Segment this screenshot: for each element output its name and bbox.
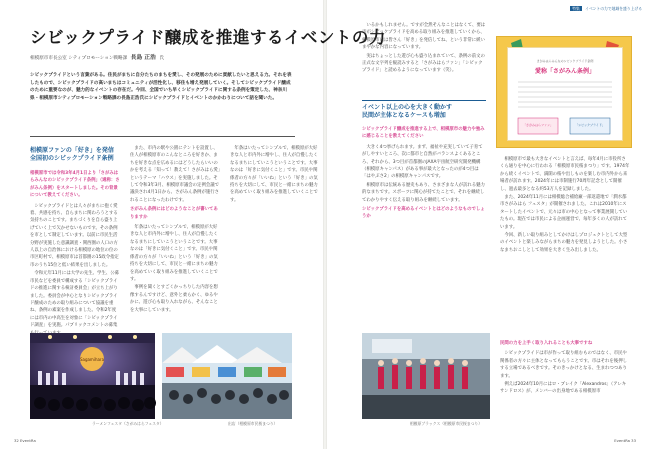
left-column — [30, 168, 120, 328]
ordinance-poster — [496, 36, 632, 148]
middle-question: さがみん条例にはどのようなことが書いてありますか — [130, 207, 218, 220]
page-gutter — [323, 0, 327, 449]
photo3-caption: 相模原ブラックス（相模原市民桜まつり） — [410, 421, 483, 426]
folio-right: EventRa 33 — [614, 438, 636, 443]
section1-heading-line2: 全国初のシビックプライド条例 — [30, 155, 114, 162]
far-right-paragraph-4: シビックプライドは市が作って取り組むものではなく、市民や関係者の方々に主体となってもらうことです。市はそれを後押しする立場であるべきです。そのきっかけとなる、生まれつつあります。 — [500, 351, 627, 379]
dancers-photo — [362, 333, 490, 419]
poster-note-1: 「さがみはらファン」 — [523, 123, 553, 127]
photo1-caption: ラーメンフェスタ（さがみはらフェスタ） — [92, 421, 164, 426]
header-tag: 特集 — [572, 6, 580, 11]
far-right-paragraph-1: 相模原市で最も大きなイベントと言えば、毎年4月に市役所さくら通りを中心に行われる「相模原市民桜まつり」です。1974年から続くイベントで、満開の桜や出しものを楽しむ市内外から来場者が訪れます。2024年には市制施行70周年記念として開催し、過去最多となる約53万人を記録しました。 — [500, 157, 630, 192]
section2-rule — [362, 100, 486, 101]
stage-sign-text: Sagamihara — [79, 357, 105, 362]
section2-heading-line2: 民間が主体となるケースも増加 — [362, 112, 446, 119]
stage-photo — [30, 333, 155, 419]
middle-column — [130, 145, 220, 328]
byline-suffix: 氏 — [159, 56, 164, 61]
middle-paragraph-1: また、市内の駅や公園にテントを設置し、住人が相模原市のこんなところを好きか、まちを好きな点を広めるにはどうしたらいいのかを考える「知って！教えて！さがみはら愛」というテーマ「ハウス」を実施しました。そして令和3年3月、相模原市議会の定例会議で議決され4月1日から、さがみん条例が施行されることになったわけです。 — [130, 146, 221, 203]
section1-heading — [30, 147, 120, 163]
right-paragraph-1: いるかもしれません。ですが全然そんなことはなくて、要は市がシビックプライドを高める取り組みを推進していくから、相模原市内は皆さん「好き」を発信してね、という非常に緩いまやかな内容になっています。 — [362, 23, 486, 51]
poster-inner — [507, 47, 623, 141]
right-column-1 — [362, 22, 486, 82]
byline-org: 相模原市市長公室 シティプロモーション戦略課 — [30, 56, 128, 61]
dancers-photo-svg — [362, 333, 490, 419]
article-title: シビックプライド醸成を推進するイベントの力 — [30, 28, 386, 47]
section2-heading-line1: イベント以上の心を大きく動かす — [362, 104, 453, 111]
third-column — [230, 145, 320, 328]
far-right-column-bottom — [500, 338, 630, 433]
far-right-question: 民間の力を上手く取り入れることも大事ですね — [500, 341, 593, 346]
lead-paragraph: シビックプライドという言葉がある。住民がまちに自分たちのまちを愛し、その発展のために貢献したいと思える力。それを表したもので、シビックプライドの高いまちはコミュニティが活性化し、移住も増え発展していく。そしてシビックプライド醸成のために重要なのが、魅力的なイベントの存在だ。今回、全国でいち早くシビックプライドに関する条例を策定した、神奈川県・相模原市シティプロモーション戦略課の長島正浩氏にシビックプライドとイベントのかかわりについて話を聞いた。 — [30, 73, 292, 101]
stalls-photo — [162, 333, 292, 419]
far-right-paragraph-2: また、2024年11月には相模総合補給廠一部返還地で「潤水都市さがみはら フェスタ」が開催されました。これは2010年にスタートしたイベントで、元々は市の中心となって事業展開していたもの。現在では市民による企画運営で、毎年多くの人が訪れています。 — [500, 195, 628, 230]
section2-paragraph-2: 相模原市は伝統ある歴史もあり、さまざまな人が訪れる魅力的なまちです。スポーツに関心が持てたことで、それを継続してわかりやすく伝える取り組みを継続しています。 — [362, 182, 485, 203]
section2-question-1: シビックプライド醸成を推進する上で、相模原市の魅力や強みに感じることを教えてください — [362, 127, 485, 140]
far-right-column-top — [500, 156, 630, 332]
poster-subtitle: さがみはらみんなのシビックプライド条例 — [536, 59, 594, 63]
far-right-paragraph-3: 今回、新しい取り組みとしてかけはしプロジェクトとして大型のイベントと楽しみながらまちの魅力を発見しようとした。小さなまちおこしとして効果を大きく生み出しました。 — [500, 233, 628, 253]
middle-paragraph-2: 年条はいたってシンプルで、相模原が大好きな人と市内外に増やし、住人が自慢したくなるまちにしていこうということです。大事なのは「好きに気付くこと」です。市民や関係者の方々が「いいね」という「好き」の気持ちを大切にして、市民と一緒にまちの魅力を高めていく取り組みを推進していくことです。 — [130, 225, 218, 282]
right-column-2 — [362, 124, 486, 324]
running-header — [570, 6, 642, 12]
stage-photo-svg — [30, 333, 155, 419]
section1-paragraph-2: 令和元年11月には大学の先生、学生、公募市民などを委員で構成する「シビックプライドの推進に関する検討委員会」が立ち上がりました。委員会が中心となりシビックプライド醸成のための取り組みについて協議を重ね、条例の素案を作成しました。令和2年度には市内の中高生を対象に「シビックプライド調査」を実施。パブリックコメントの募集 — [30, 271, 120, 329]
section2-heading — [362, 104, 486, 120]
middle-paragraph-3: 事例を聞くとすごくかっちりした内容を想像するんですけど、意外と柔らかく、ゆるやかに、遊び心も取り入れながら、そんなことを大事にしています。 — [130, 285, 218, 313]
section1-question: 相模原市では令和3年4月1日より「さがみはらみんなのシビックプライド条例」（通称：さがみん条例）をスタートしました。その背景について教えてください。 — [30, 171, 120, 199]
byline — [30, 52, 164, 61]
poster-text-lines — [508, 78, 622, 140]
section1-paragraph-1: シビックプライドとは人々がまちに抱く愛着、共感を持ち、自らまちに関わろうとする気持ちのことです。まちづくりを自ら盛り上げていく上で欠かせないものです。その条例を市として制定しています。以前に市民生活分野が実施した意識調査・関西圏の人口の方人以上の自治体における相模原の地位の位の市区町村で、相模原市は首都圏の15政令指定市のうち15位と低い結果を出しました。 — [30, 203, 119, 268]
poster-title: 愛称「さがみん条例」 — [534, 68, 595, 75]
stalls-photo-svg — [162, 333, 292, 419]
header-text: イベントの力で地域を盛り上げる — [585, 6, 642, 11]
far-right-paragraph-5: 例えば2024年10月にはロ・ブレイク「Alexandros」（アレキサンドロス）が、メンバーの出身地である相模原市 — [500, 382, 627, 395]
byline-name: 長島 正浩 — [130, 55, 156, 61]
poster-note-2: 「シビックプライド」 — [575, 123, 605, 127]
third-paragraph-1: 年条はいたってシンプルで、相模原が大好きな人と市内外に増やし、住人が自慢したくなるまちにしていこうということです。大事なのは「好きに気付くこと」です。市民や関係者の方々が「いいね」という「好き」の気持ちを大切にして、市民と一緒にまちの魅力を高めていく取り組みを推進していくことです。 — [230, 146, 318, 203]
folio-left: 32 EventRa — [14, 438, 36, 443]
section2-question-2: シビックプライドを高めるイベントとはどのようなものでしょうか — [362, 207, 485, 220]
right-paragraph-2: 実はちょっとした遊び心も盛り込まれていて、条例の前文の正式な文字列を縦読みすると「さがみはらファン」「シビックプライド」と読めるようになっています（笑）。 — [362, 53, 485, 74]
photo2-caption: 出店（相模原市民桜まつり） — [228, 421, 278, 426]
section2-paragraph-1: 大きく4つ挙げられます。まず、福祉や充実していて子育てがしやすいところ、次に都市と自然がバランスよくあるところ、それから、3つ目が首都圏のJAXA宇宙航空研究開発機構（相模原キャンパス）がある事が最大となったのが4つ目は「はやぶさ2」の相模原キャンパスです。 — [362, 144, 483, 180]
section1-heading-line1: 相模原ファンの「好き」を発信 — [30, 147, 114, 154]
lead-divider — [30, 136, 295, 137]
